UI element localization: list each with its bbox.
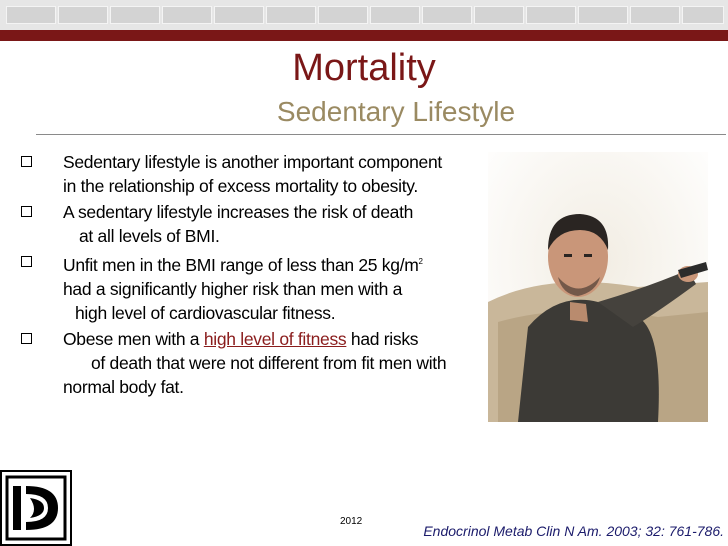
slide-subtitle: Sedentary Lifestyle	[276, 96, 516, 127]
slide-year: 2012	[340, 516, 363, 527]
bullet-line: high level of cardiovascular fitness.	[75, 302, 336, 323]
bullet-line: A sedentary lifestyle increases the risk of death	[63, 202, 414, 222]
header-tile	[58, 6, 108, 24]
square-bullet-icon	[21, 256, 32, 267]
header-tile	[422, 6, 472, 24]
fitness-link[interactable]: high level of fitness	[203, 328, 347, 349]
header-tile	[474, 6, 524, 24]
header-tile	[526, 6, 576, 24]
header-tile	[162, 6, 212, 24]
header-tile	[682, 6, 724, 24]
bullet-line: in the relationship of excess mortality to obesity.	[63, 176, 418, 196]
man-with-remote-photo	[488, 152, 708, 422]
bullet-line	[63, 327, 480, 351]
institution-logo-icon	[0, 470, 72, 546]
bullet-line	[63, 250, 480, 277]
header-tile	[578, 6, 628, 24]
bullet-item	[0, 327, 480, 399]
header-tile	[110, 6, 160, 24]
square-bullet-icon	[21, 156, 32, 167]
square-bullet-icon	[21, 333, 32, 344]
title-divider	[36, 134, 726, 135]
header-tile	[214, 6, 264, 24]
header-accent-bar	[0, 30, 728, 41]
bullet-text: had risks	[346, 328, 419, 349]
bullet-item	[0, 200, 480, 248]
square-bullet-icon	[21, 206, 32, 217]
header-tile	[266, 6, 316, 24]
header-tile	[318, 6, 368, 24]
header-band	[0, 0, 728, 30]
bullet-line: Sedentary lifestyle is another important component	[63, 152, 442, 172]
citation: Endocrinol Metab Clin N Am. 2003; 32: 761-786.	[423, 523, 724, 539]
bullet-line: had a significantly higher risk than men with a	[63, 278, 403, 299]
bullet-list	[0, 150, 480, 399]
bullet-item	[0, 150, 480, 198]
superscript: 2	[418, 257, 423, 266]
bullet-item	[0, 250, 480, 325]
bullet-line: at all levels of BMI.	[79, 226, 220, 246]
header-tile	[370, 6, 420, 24]
bullet-line: of death that were not different from fit men with	[91, 352, 447, 373]
header-tile	[6, 6, 56, 24]
header-tile	[630, 6, 680, 24]
bullet-line: normal body fat.	[63, 376, 184, 397]
bullet-text: Unfit men in the BMI range of less than 25 kg/m	[63, 254, 419, 275]
slide-title: Mortality	[292, 47, 436, 89]
bullet-text: Obese men with a	[63, 328, 204, 349]
